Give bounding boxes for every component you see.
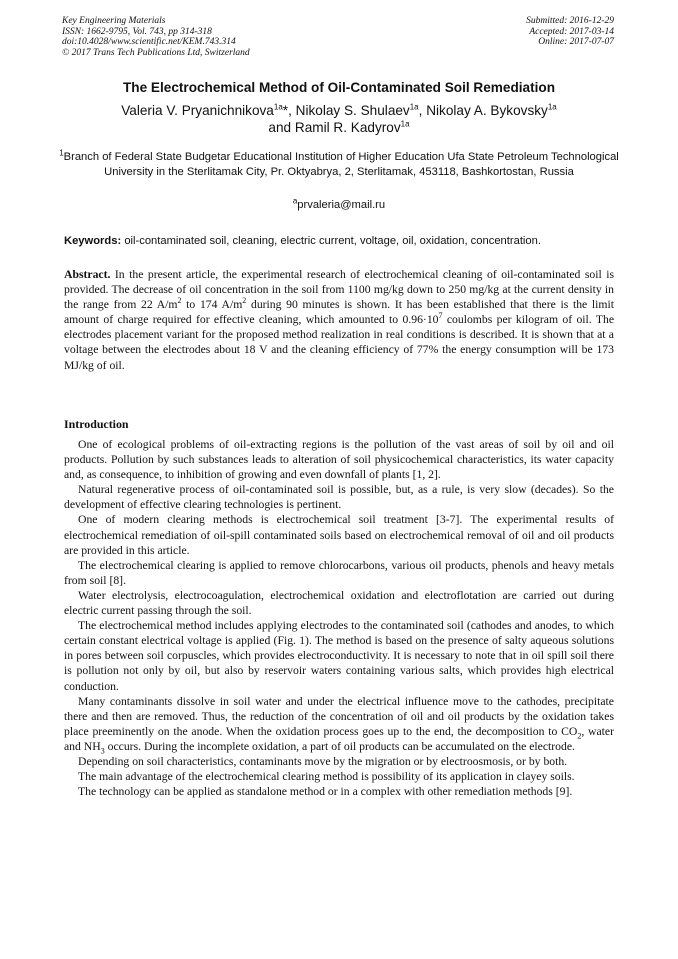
abstract-text: to 174 A/m xyxy=(181,298,243,312)
keywords xyxy=(64,234,618,248)
contact-email xyxy=(40,196,638,211)
email-address[interactable]: prvaleria@mail.ru xyxy=(297,199,386,211)
journal-issn: ISSN: 1662-9795, Vol. 743, pp 314-318 xyxy=(62,26,212,37)
paragraph: One of ecological problems of oil-extracting regions is the pollution of the vast areas of soil by oil and oil products. Pollution by such substances leads to alteration of soil physicochemical characteristics, its water capacity and, as consequence, to inhibition of growing and even downfall of plants [1, 2]. xyxy=(64,438,614,482)
superscript: 2 xyxy=(242,296,247,306)
paragraph-text: , water and NH xyxy=(64,724,614,753)
introduction-body xyxy=(64,437,614,799)
journal-header-right xyxy=(526,16,614,48)
abstract-text: coulombs per kilogram of oil. The electrodes placement variant for the proposed method realization in real conditions is described. It is shown that at a voltage between the electrodes about 18 V and the cleaning efficiency of 77% the energy consumption will be 173 MJ/kg of oil. xyxy=(64,313,615,372)
abstract-text: In the present article, the experimental research of electrochemical cleaning of oil-contaminated soil is provided. The decrease of oil concentration in the soil from 1100 mg/kg down to 250 mg/kg at the current density in the range from 22 A/m xyxy=(64,268,615,312)
abstract xyxy=(64,267,614,373)
paragraph-text: occurs. During the incomplete oxidation, a part of oil products can be accumulated on the electrode. xyxy=(104,739,575,753)
accepted-date: Accepted: 2017-03-14 xyxy=(529,26,614,37)
superscript: 2 xyxy=(177,296,182,306)
author-name: Nikolay S. Shulaev xyxy=(295,103,410,118)
paper-title: The Electrochemical Method of Oil-Contaminated Soil Remediation xyxy=(122,80,556,95)
paragraph: Water electrolysis, electrocoagulation, electrochemical oxidation and electroflotation are carried out during electric current passing through the soil. xyxy=(64,588,614,618)
paragraph: The electrochemical method includes applying electrodes to the contaminated soil (cathodes and anodes, to which certain constant electrical voltage is applied (Fig. 1). The method is based on the presence of salty aqueous solutions in pores between soil corpuscles, which provides electroconductivity. It is necessary to note that in oil spill soil there is pollution not only by oil, but also by reservoir waters containing various salts, which provides high electrical conduction. xyxy=(64,619,614,693)
section-heading-introduction: Introduction xyxy=(64,417,129,431)
paragraph: The technology can be applied as standalone method or in a complex with other remediation methods [9]. xyxy=(78,785,573,799)
affiliation xyxy=(56,150,622,179)
paragraph: Natural regenerative process of oil-contaminated soil is possible, but, as a rule, is very slow (decades). So the development of effective clearing technologies is pertinent. xyxy=(64,483,614,512)
journal-name: Key Engineering Materials xyxy=(62,16,166,26)
journal-header-left xyxy=(62,16,250,58)
author-name: Valeria V. Pryanichnikova xyxy=(121,103,274,118)
abstract-label: Abstract. xyxy=(64,268,111,281)
submitted-date: Submitted: 2016-12-29 xyxy=(526,16,614,26)
paragraph xyxy=(64,694,614,754)
author-affiliation-mark: 1a xyxy=(409,102,419,112)
subscript: 2 xyxy=(577,731,582,741)
author-affiliation-mark: 1a xyxy=(547,102,557,112)
author-affiliation-mark: 1a xyxy=(273,102,283,112)
author-name: Nikolay A. Bykovsky xyxy=(426,103,548,118)
journal-copyright: © 2017 Trans Tech Publications Ltd, Switzerland xyxy=(62,47,250,58)
abstract-text: during 90 minutes is shown. It has been established that there is the limit amount of charge required for effective cleaning, which amounted to 0.96·10 xyxy=(64,298,614,327)
author-list: Valeria V. Pryanichnikova$^{1a}$*, Nikolay S. Shulaev$^{1a}$, Nikolay A. Bykovsky$^{1a}$ and Ramil R. Kadyrov$^{1a}$ xyxy=(121,102,557,135)
superscript: 7 xyxy=(438,311,443,321)
keywords-label: Keywords: xyxy=(64,235,122,247)
author-name: Ramil R. Kadyrov xyxy=(294,120,401,135)
online-date: Online: 2017-07-07 xyxy=(538,37,614,48)
paragraph: One of modern clearing methods is electrochemical soil treatment [3-7]. The experimental results of electrochemical remediation of oil-spill contaminated soils based on electrochemical removal of oil and oil products are provided in this article. xyxy=(64,513,614,557)
affiliation-mark: 1 xyxy=(59,148,64,158)
paragraph-text: Many contaminants dissolve in soil water and under the electrical influence move to the cathodes, precipitate there and then are removed. Thus, the reduction of the concentration of oil and oil products by the oxidation takes place preeminently on the anode. When the oxidation process goes up to the end, the decomposition to CO xyxy=(64,694,614,738)
author-affiliation-mark: 1a xyxy=(400,119,410,129)
subscript: 3 xyxy=(100,746,105,756)
email-mark: a xyxy=(292,196,298,206)
paragraph: The main advantage of the electrochemical clearing method is possibility of its application in clayey soils. xyxy=(78,770,575,784)
author-conjunction: and xyxy=(268,120,292,135)
paragraph: Depending on soil characteristics, contaminants move by the migration or by electroosmosis, or by both. xyxy=(78,754,568,768)
keywords-text: oil-contaminated soil, cleaning, electric current, voltage, oil, oxidation, concentration. xyxy=(124,235,541,247)
affiliation-text: Branch of Federal State Budgetar Educational Institution of Higher Education Ufa State Petroleum Technological University in the Sterlitamak City, Pr. Oktyabrya, 2, Sterlitamak, 453118, Bashkortostan, Russia xyxy=(63,151,619,178)
paragraph: The electrochemical clearing is applied to remove chlorocarbons, various oil products, phenols and heavy metals from soil [8]. xyxy=(64,558,614,587)
corresponding-author-mark: * xyxy=(282,103,289,118)
journal-doi[interactable]: doi:10.4028/www.scientific.net/KEM.743.314 xyxy=(62,37,236,48)
